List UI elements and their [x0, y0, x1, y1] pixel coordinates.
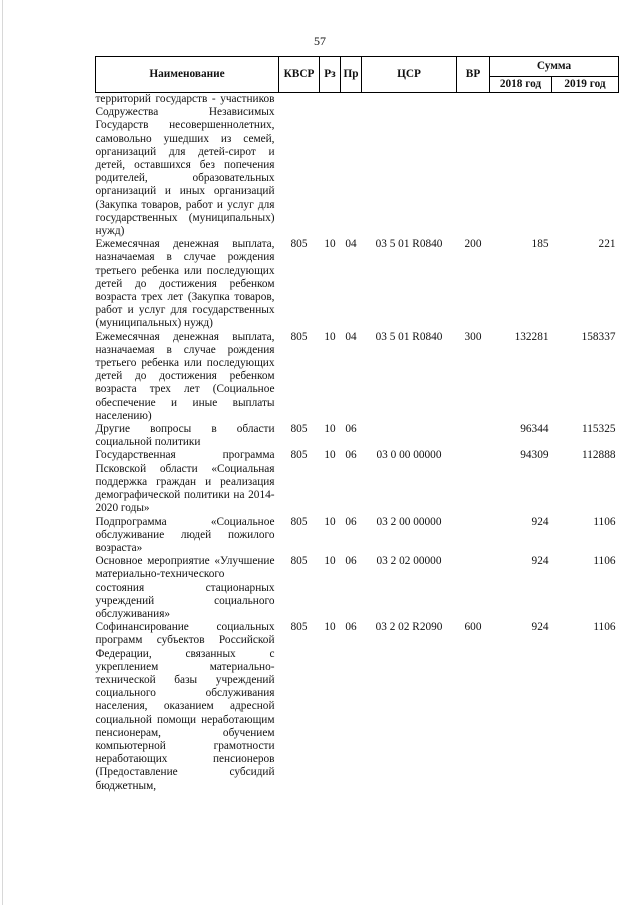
- cell-kvsr: 805: [290, 330, 308, 343]
- header-name: Наименование: [96, 57, 279, 93]
- cell-kvsr: 805: [290, 621, 308, 634]
- cell-pr: 06: [345, 555, 357, 568]
- header-2018: 2018 год: [490, 77, 552, 93]
- cell-sum-2018: 94309: [520, 449, 549, 462]
- cell-sum-2019: 1106: [593, 621, 616, 634]
- header-kvsr: КВСР: [279, 57, 320, 93]
- budget-table: [95, 56, 619, 793]
- scan-edge: [2, 0, 3, 905]
- table-body: [96, 93, 619, 793]
- cell-rz: [320, 93, 341, 239]
- cell-name: Софинансирование социальных программ субъектов Российской Федерации, связанных с укреплением материально-технической базы учреждений социального обслуживания населения, оказанием адресной социальной помощи неработающим пенсионерам, обучением компьютерной грамотности неработающих пенсионеров (Предоставление субсидий бюджетным,: [95, 621, 275, 792]
- cell-name: территорий государств - участников Содружества Независимых Государств несовершеннолетних, самовольно ушедших из семей, организаций для детей-сирот и детей, оставшихся без попечения родителей, образовательных организаций и иных организаций (Закупка товаров, работ и услуг для государственных (муниципальных) нужд): [95, 93, 275, 238]
- cell-name: Подпрограмма «Социальное обслуживание людей пожилого возраста»: [95, 515, 275, 554]
- cell-vr: [457, 516, 490, 556]
- table-row: [96, 331, 619, 423]
- cell-pr: 06: [345, 515, 357, 528]
- cell-pr: 06: [345, 449, 357, 462]
- cell-name: Ежемесячная денежная выплата, назначаемая в случае рождения третьего ребенка или последующих детей до достижения ребенком возраста трех лет (Закупка товаров, работ и услуг для государственных (муниципальных) нужд): [95, 238, 275, 330]
- cell-kvsr: 805: [290, 449, 308, 462]
- table-row: [96, 516, 619, 556]
- cell-kvsr: 805: [290, 423, 308, 436]
- cell-sum-2019: 1106: [593, 555, 616, 568]
- cell-sum-2018: 96344: [520, 423, 549, 436]
- cell-vr: 600: [464, 621, 482, 634]
- table-row: [96, 555, 619, 621]
- cell-sum-2019: 1106: [593, 515, 616, 528]
- cell-vr: [457, 555, 490, 621]
- table-row: [96, 621, 619, 793]
- cell-csr: 03 2 02 00000: [376, 555, 442, 568]
- cell-sum-2019: 158337: [581, 330, 616, 343]
- cell-csr: 03 5 01 R0840: [375, 238, 443, 251]
- cell-rz: 10: [324, 555, 336, 568]
- budget-table-container: [95, 56, 618, 793]
- cell-kvsr: 805: [290, 555, 308, 568]
- cell-name: Ежемесячная денежная выплата, назначаемая в случае рождения третьего ребенка или последующих детей до достижения ребенком возраста трех лет (Социальное обеспечение и иные выплаты населению): [95, 330, 275, 422]
- table-header: [96, 57, 619, 93]
- cell-csr: 03 2 02 R2090: [375, 621, 443, 634]
- cell-sum-2019: 115325: [582, 423, 616, 436]
- cell-kvsr: 805: [290, 515, 308, 528]
- cell-csr: [362, 93, 457, 239]
- cell-sum-2019: 221: [598, 238, 616, 251]
- cell-vr: [457, 449, 490, 515]
- table-row: [96, 238, 619, 330]
- cell-name: Другие вопросы в области социальной политики: [95, 423, 275, 449]
- cell-rz: 10: [324, 238, 336, 251]
- cell-sum-2019: 112888: [582, 449, 616, 462]
- cell-pr: 04: [345, 238, 357, 251]
- cell-kvsr: [279, 93, 320, 239]
- cell-sum-2018: 924: [531, 621, 549, 634]
- table-row: [96, 423, 619, 449]
- table-row: [96, 93, 619, 239]
- table-row: [96, 449, 619, 515]
- page-number: 57: [314, 34, 326, 48]
- cell-sum-2019: [552, 93, 619, 239]
- cell-pr: [341, 93, 362, 239]
- header-vr: ВР: [457, 57, 490, 93]
- cell-pr: 06: [345, 621, 357, 634]
- cell-pr: 06: [345, 423, 357, 436]
- header-sum: Сумма: [490, 57, 619, 77]
- cell-vr: 200: [464, 238, 482, 251]
- cell-name: Государственная программа Псковской области «Социальная поддержка граждан и реализация демографической политики на 2014-2020 годы»: [95, 449, 275, 515]
- cell-vr: [457, 93, 490, 239]
- cell-name: Основное мероприятие «Улучшение материально-технического состояния стационарных учреждений социального обслуживания»: [95, 555, 275, 620]
- cell-rz: 10: [324, 423, 336, 436]
- cell-rz: 10: [324, 449, 336, 462]
- cell-csr: 03 2 00 00000: [376, 515, 442, 528]
- header-2019: 2019 год: [552, 77, 619, 93]
- cell-rz: 10: [324, 330, 336, 343]
- header-csr: ЦСР: [362, 57, 457, 93]
- cell-sum-2018: [490, 93, 552, 239]
- cell-kvsr: 805: [290, 238, 308, 251]
- cell-rz: 10: [324, 621, 336, 634]
- header-pr: Пр: [341, 57, 362, 93]
- cell-sum-2018: 924: [531, 515, 549, 528]
- cell-csr: 03 0 00 00000: [376, 449, 442, 462]
- cell-csr: 03 5 01 R0840: [375, 330, 443, 343]
- cell-csr: [362, 423, 457, 449]
- header-rz: Рз: [320, 57, 341, 93]
- cell-pr: 04: [345, 330, 357, 343]
- cell-sum-2018: 185: [531, 238, 549, 251]
- cell-sum-2018: 924: [531, 555, 549, 568]
- cell-vr: [457, 423, 490, 449]
- cell-sum-2018: 132281: [514, 330, 549, 343]
- cell-rz: 10: [324, 515, 336, 528]
- cell-vr: 300: [464, 330, 482, 343]
